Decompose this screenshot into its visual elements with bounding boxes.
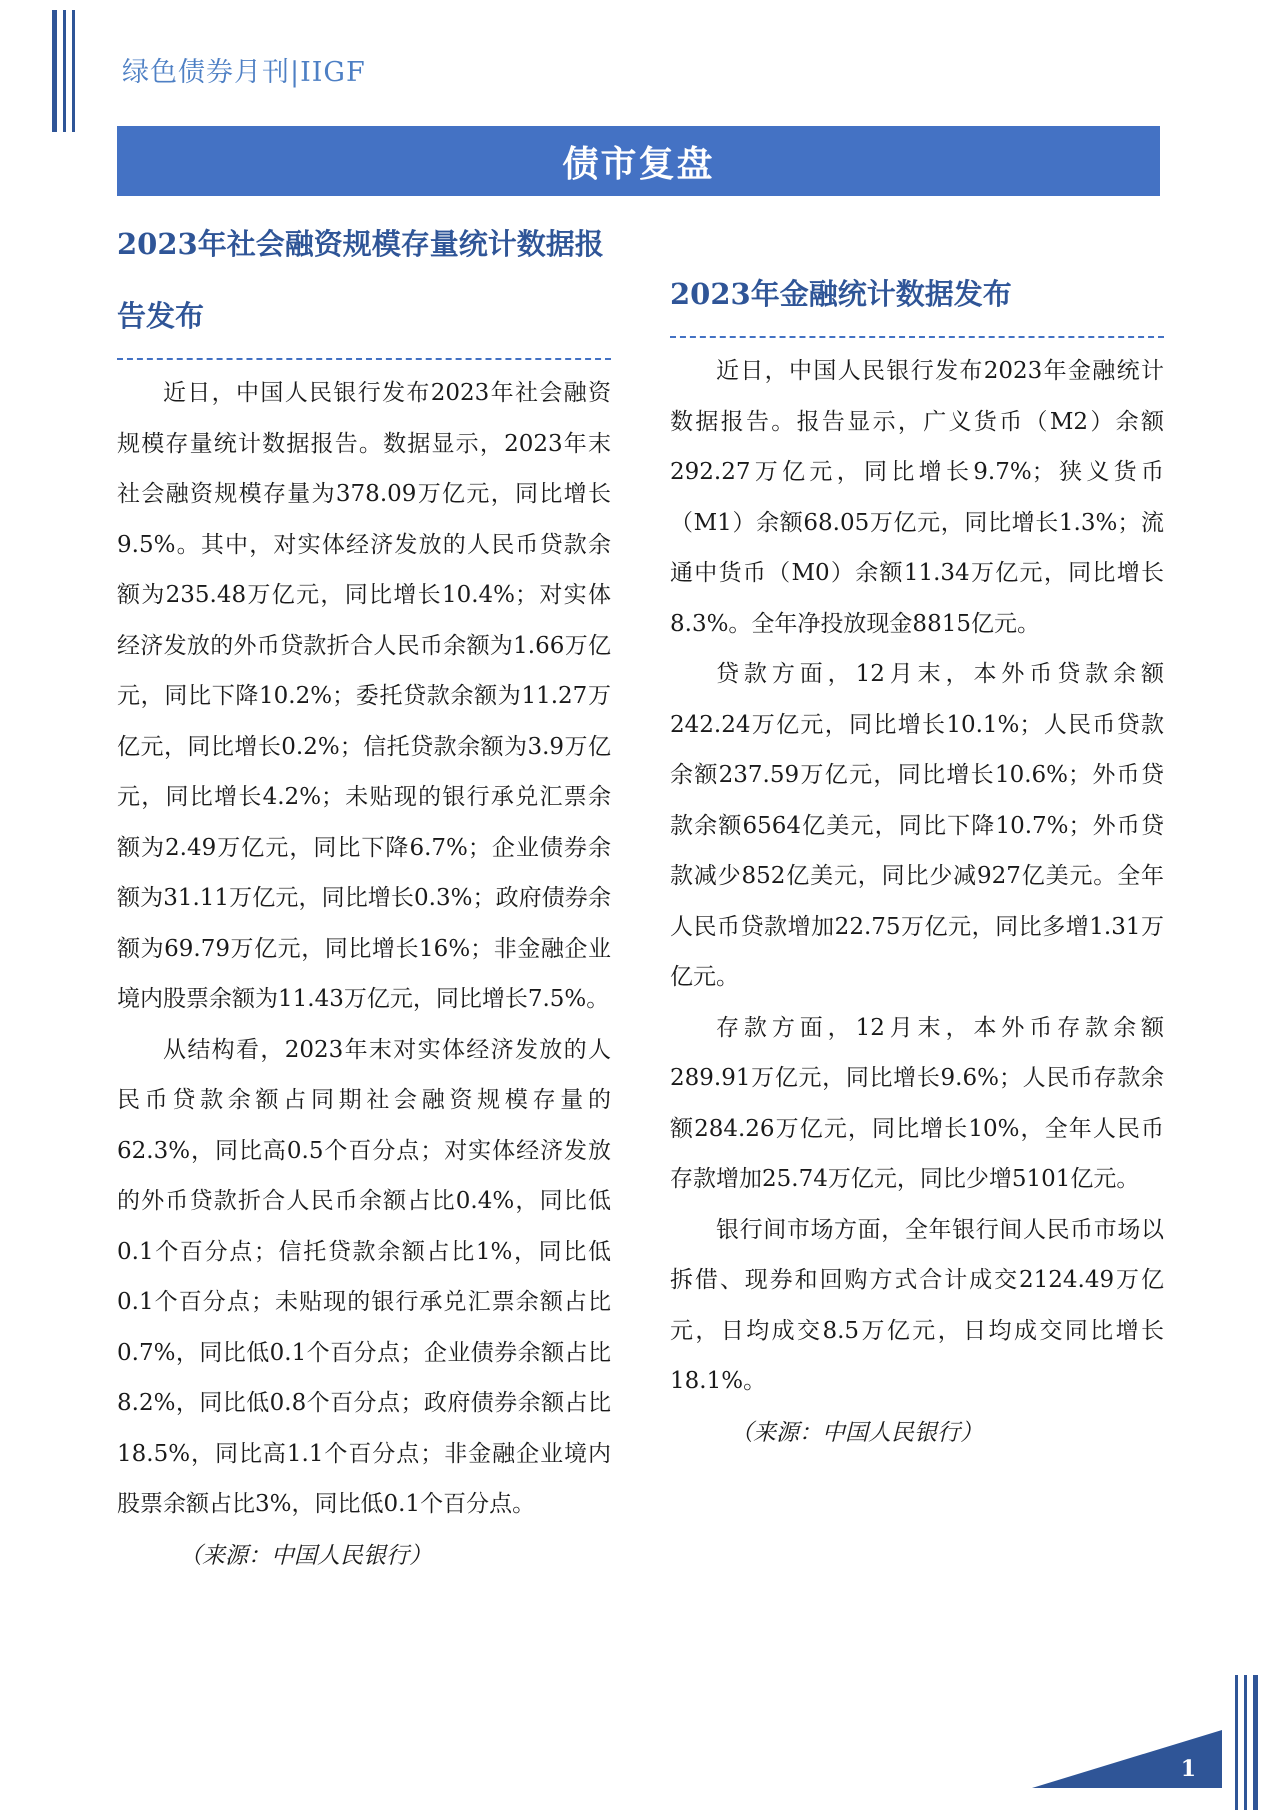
article-paragraph: 近日，中国人民银行发布2023年金融统计数据报告。报告显示，广义货币（M2）余额292.27万亿元，同比增长9.7%；狭义货币（M1）余额68.05万亿元，同比增长1.3%；流通中货币（M0）余额11.34万亿元，同比增长8.3%。全年净投放现金8815亿元。: [670, 358, 1164, 637]
article-paragraph: 银行间市场方面，全年银行间人民币市场以拆借、现券和回购方式合计成交2124.49万亿元，日均成交8.5万亿元，日均成交同比增长18.1%。: [670, 1216, 1164, 1394]
article-paragraph: 从结构看，2023年末对实体经济发放的人民币贷款余额占同期社会融资规模存量的62.3%，同比高0.5个百分点；对实体经济发放的外币贷款折合人民币余额占比0.4%，同比低0.1个百分点；信托贷款余额占比1%，同比低0.1个百分点；未贴现的银行承兑汇票余额占比0.7%，同比低0.1个百分点；企业债券余额占比8.2%，同比低0.8个百分点；政府债券余额占比18.5%，同比高1.1个百分点；非金融企业境内股票余额占比3%，同比低0.1个百分点。: [117, 1036, 611, 1517]
masthead: 绿色债券月刊|IIGF: [122, 57, 366, 88]
left-article: [117, 208, 611, 1582]
section-title: 债市复盘: [562, 142, 715, 185]
decorative-bar: [63, 10, 66, 132]
section-banner: [117, 126, 1160, 196]
top-decorative-bars: [52, 10, 75, 132]
article-paragraph: 近日，中国人民银行发布2023年社会融资规模存量统计数据报告。数据显示，2023年末社会融资规模存量为378.09万亿元，同比增长9.5%。其中，对实体经济发放的人民币贷款余额为235.48万亿元，同比增长10.4%；对实体经济发放的外币贷款折合人民币余额为1.66万亿元，同比下降10.2%；委托贷款余额为11.27万亿元，同比增长0.2%；信托贷款余额为3.9万亿元，同比增长4.2%；未贴现的银行承兑汇票余额为2.49万亿元，同比下降6.7%；企业债券余额为31.11万亿元，同比增长0.3%；政府债券余额为69.79万亿元，同比增长16%；非金融企业境内股票余额为11.43万亿元，同比增长7.5%。: [117, 380, 611, 1012]
article-paragraph: 存款方面，12月末，本外币存款余额289.91万亿元，同比增长9.6%；人民币存款余额284.26万亿元，同比增长10%，全年人民币存款增加25.74万亿元，同比少增5101亿元。: [670, 1014, 1164, 1192]
article-paragraph: 贷款方面，12月末，本外币贷款余额242.24万亿元，同比增长10.1%；人民币贷款余额237.59万亿元，同比增长10.6%；外币贷款余额6564亿美元，同比下降10.7%；外币贷款减少852亿美元，同比少减927亿美元。全年人民币贷款增加22.75万亿元，同比多增1.31万亿元。: [670, 661, 1164, 990]
bottom-decorative-bars: [1235, 1675, 1258, 1810]
right-article: [670, 258, 1164, 1459]
title-divider: [117, 358, 611, 360]
article-title: 2023年金融统计数据发布: [670, 277, 1012, 311]
article-source: （来源：中国人民银行）: [179, 1542, 432, 1569]
decorative-bar: [1253, 1675, 1258, 1810]
decorative-bar: [1235, 1675, 1238, 1810]
article-title: 2023年社会融资规模存量统计数据报告发布: [117, 227, 604, 333]
decorative-bar: [1244, 1675, 1247, 1810]
article-source: （来源：中国人民银行）: [730, 1419, 983, 1446]
title-divider: [670, 336, 1164, 338]
decorative-bar: [52, 10, 57, 132]
decorative-bar: [72, 10, 75, 132]
page-number: 1: [1180, 1756, 1196, 1782]
